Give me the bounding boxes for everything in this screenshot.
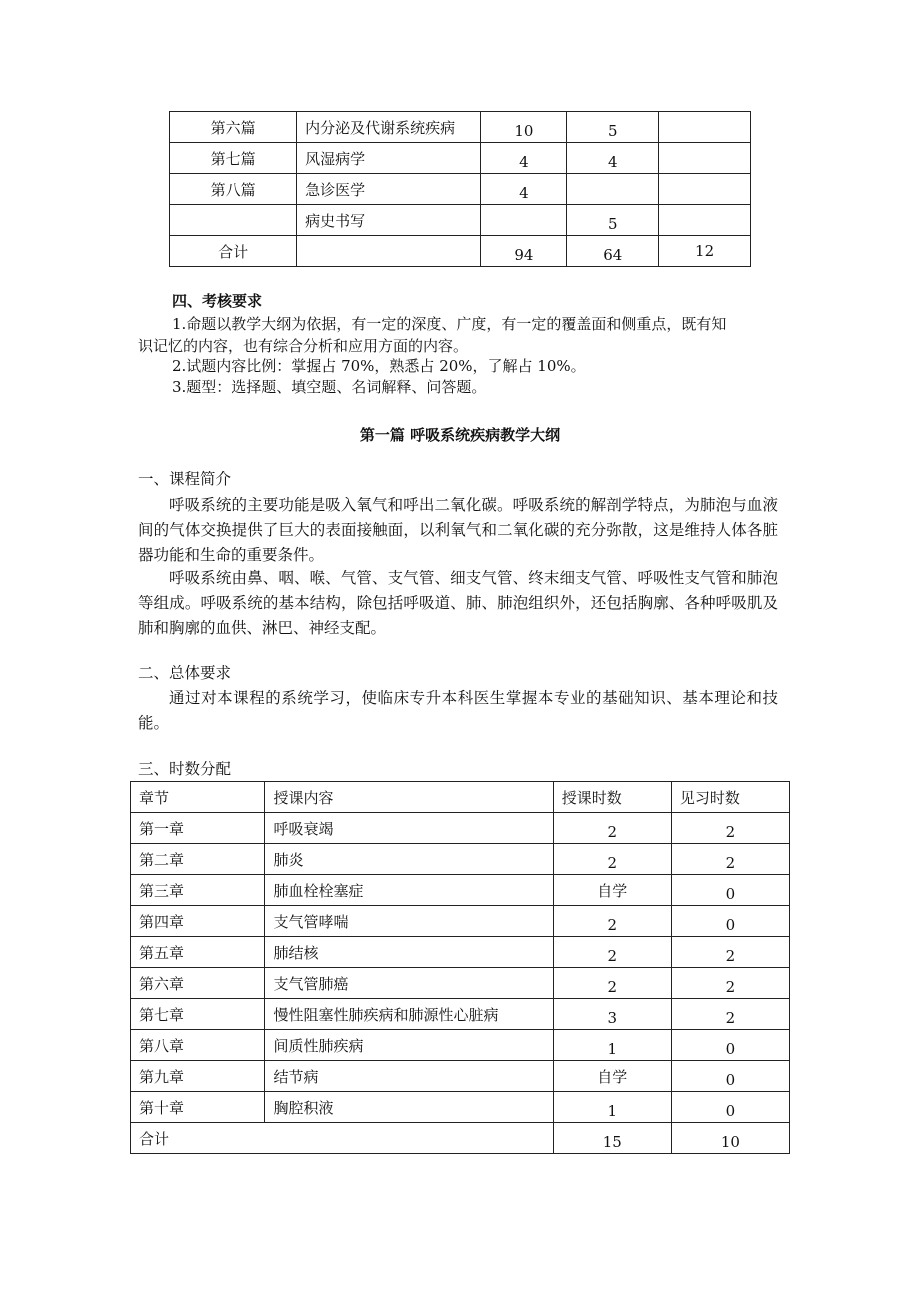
content-cell: 风湿病学 <box>297 143 481 174</box>
content-cell: 肺结核 <box>265 937 553 968</box>
chapter-cell: 第十章 <box>131 1092 265 1123</box>
exam-heading: 四、考核要求 <box>172 292 263 310</box>
table-row <box>170 112 751 143</box>
chapter-cell: 第一章 <box>131 813 265 844</box>
content-cell <box>297 236 481 267</box>
part-cell: 合计 <box>170 236 297 267</box>
lecture-cell: 2 <box>553 968 671 999</box>
content-cell: 慢性阻塞性肺疾病和肺源性心脏病 <box>265 999 553 1030</box>
course-hours-table-continued <box>169 111 751 267</box>
table-row <box>131 937 790 968</box>
table-row <box>131 968 790 999</box>
table-row <box>131 813 790 844</box>
lecture-cell: 1 <box>553 1092 671 1123</box>
practice-cell: 64 <box>567 236 659 267</box>
other-cell <box>659 205 751 236</box>
chapter-cell: 第三章 <box>131 875 265 906</box>
content-cell: 胸腔积液 <box>265 1092 553 1123</box>
chapter-cell: 第五章 <box>131 937 265 968</box>
lecture-cell: 4 <box>481 174 567 205</box>
table-row <box>170 143 751 174</box>
header-content: 授课内容 <box>265 782 553 813</box>
requirements-heading: 二、总体要求 <box>138 664 232 682</box>
content-cell: 肺血栓栓塞症 <box>265 875 553 906</box>
table-header-row <box>131 782 790 813</box>
table-row-total <box>170 236 751 267</box>
intro-paragraph-2: 呼吸系统由鼻、咽、喉、气管、支气管、细支气管、终末细支气管、呼吸性支气管和肺泡等组成。呼吸系统的基本结构，除包括呼吸道、肺、肺泡组织外，还包括胸廓、各种呼吸肌及肺和胸廓的血供、淋巴、神经支配。 <box>138 569 778 637</box>
part-cell: 第七篇 <box>170 143 297 174</box>
part-cell: 第六篇 <box>170 112 297 143</box>
content-cell: 内分泌及代谢系统疾病 <box>297 112 481 143</box>
practice-cell: 0 <box>671 1061 789 1092</box>
total-lecture-cell: 15 <box>553 1123 671 1154</box>
intro-heading: 一、课程简介 <box>138 470 232 488</box>
chapter-cell: 第八章 <box>131 1030 265 1061</box>
practice-cell: 0 <box>671 875 789 906</box>
content-cell: 支气管哮喘 <box>265 906 553 937</box>
intro-paragraph-1: 呼吸系统的主要功能是吸入氧气和呼出二氧化碳。呼吸系统的解剖学特点，为肺泡与血液间的气体交换提供了巨大的表面接触面，以利氧气和二氧化碳的充分弥散，这是维持人体各脏器功能和生命的重要条件。 <box>138 496 778 564</box>
chapter-cell: 第二章 <box>131 844 265 875</box>
lecture-cell: 2 <box>553 906 671 937</box>
table-row <box>170 174 751 205</box>
table-row <box>131 875 790 906</box>
chapter-cell: 第四章 <box>131 906 265 937</box>
table-row <box>131 1092 790 1123</box>
lecture-cell: 3 <box>553 999 671 1030</box>
practice-cell: 2 <box>671 937 789 968</box>
other-cell <box>659 112 751 143</box>
header-lecture: 授课时数 <box>553 782 671 813</box>
table-row <box>131 1061 790 1092</box>
table-row <box>131 1030 790 1061</box>
header-chapter: 章节 <box>131 782 265 813</box>
exam-item-3: 3.题型：选择题、填空题、名词解释、问答题。 <box>172 378 487 396</box>
part-cell: 第八篇 <box>170 174 297 205</box>
other-cell: 12 <box>659 236 751 267</box>
hours-table <box>130 781 790 1154</box>
other-cell <box>659 174 751 205</box>
total-label-cell: 合计 <box>131 1123 554 1154</box>
exam-item-1-cont: 识记忆的内容，也有综合分析和应用方面的内容。 <box>138 337 469 355</box>
total-practice-cell: 10 <box>671 1123 789 1154</box>
practice-cell: 4 <box>567 143 659 174</box>
section-title: 第一篇 呼吸系统疾病教学大纲 <box>359 426 561 444</box>
table-row <box>131 999 790 1030</box>
lecture-cell: 10 <box>481 112 567 143</box>
chapter-cell: 第六章 <box>131 968 265 999</box>
part-cell <box>170 205 297 236</box>
lecture-cell: 2 <box>553 813 671 844</box>
lecture-cell: 2 <box>553 937 671 968</box>
content-cell: 间质性肺疾病 <box>265 1030 553 1061</box>
content-cell: 急诊医学 <box>297 174 481 205</box>
content-cell: 呼吸衰竭 <box>265 813 553 844</box>
practice-cell: 0 <box>671 1030 789 1061</box>
content-cell: 结节病 <box>265 1061 553 1092</box>
chapter-cell: 第七章 <box>131 999 265 1030</box>
table-row <box>131 844 790 875</box>
practice-cell: 2 <box>671 968 789 999</box>
lecture-cell: 94 <box>481 236 567 267</box>
table-row <box>170 205 751 236</box>
table-row-total <box>131 1123 790 1154</box>
practice-cell <box>567 174 659 205</box>
practice-cell: 5 <box>567 205 659 236</box>
other-cell <box>659 143 751 174</box>
practice-cell: 2 <box>671 844 789 875</box>
chapter-cell: 第九章 <box>131 1061 265 1092</box>
lecture-cell: 1 <box>553 1030 671 1061</box>
practice-cell: 2 <box>671 813 789 844</box>
practice-cell: 0 <box>671 906 789 937</box>
table-row <box>131 906 790 937</box>
lecture-cell <box>481 205 567 236</box>
lecture-cell: 自学 <box>553 875 671 906</box>
content-cell: 肺炎 <box>265 844 553 875</box>
practice-cell: 0 <box>671 1092 789 1123</box>
exam-item-2: 2.试题内容比例：掌握占 70%，熟悉占 20%，了解占 10%。 <box>172 357 586 375</box>
content-cell: 病史书写 <box>297 205 481 236</box>
lecture-cell: 2 <box>553 844 671 875</box>
requirements-paragraph: 通过对本课程的系统学习，使临床专升本科医生掌握本专业的基础知识、基本理论和技能。 <box>138 689 778 732</box>
exam-item-1: 1.命题以教学大纲为依据，有一定的深度、广度，有一定的覆盖面和侧重点，既有知 <box>172 315 727 333</box>
practice-cell: 5 <box>567 112 659 143</box>
hours-heading: 三、时数分配 <box>138 760 232 778</box>
lecture-cell: 自学 <box>553 1061 671 1092</box>
practice-cell: 2 <box>671 999 789 1030</box>
content-cell: 支气管肺癌 <box>265 968 553 999</box>
lecture-cell: 4 <box>481 143 567 174</box>
header-practice: 见习时数 <box>671 782 789 813</box>
